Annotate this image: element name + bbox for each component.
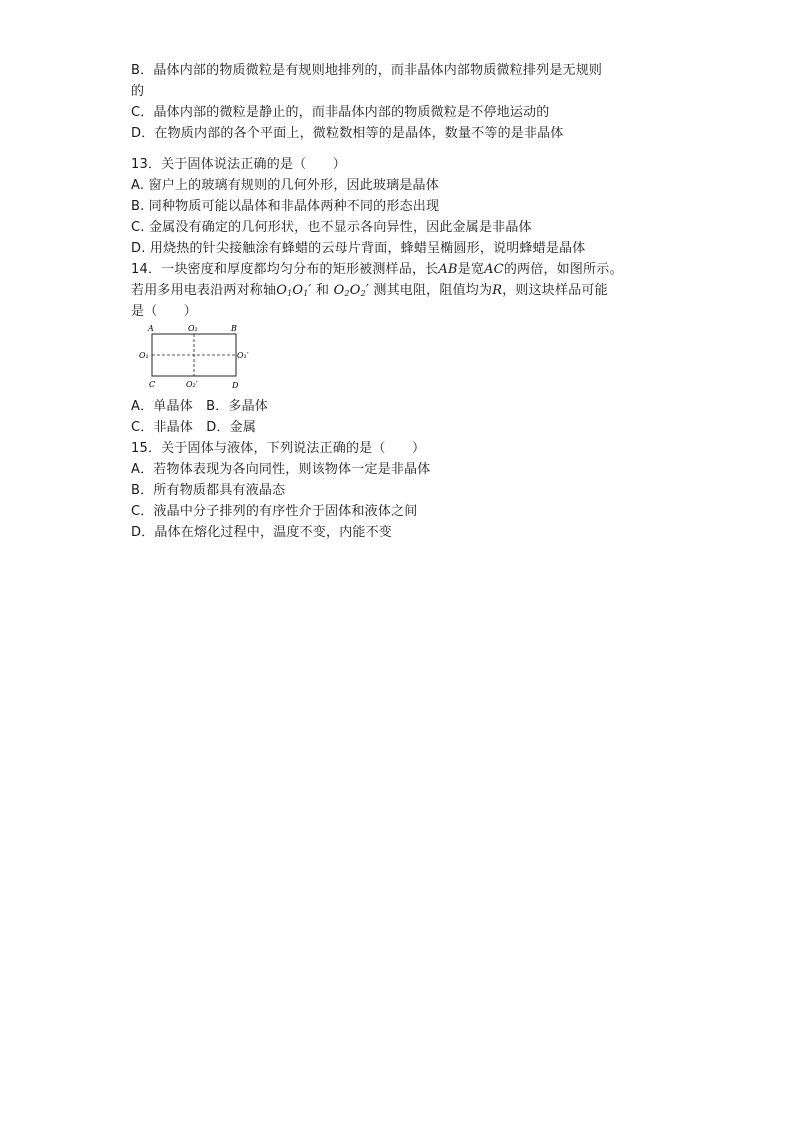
label-o1: O₁ [139,351,149,360]
segment-ab: AB [438,262,458,277]
label-b: B [231,324,237,333]
label-o2: O₂ [188,324,198,333]
q13-option-a: A. 窗户上的玻璃有规则的几何外形，因此玻璃是晶体 [131,178,439,193]
segment-ac: AC [484,262,504,277]
q13-option-b: B. 同种物质可能以晶体和非晶体两种不同的形态出现 [131,199,440,214]
label-c: C [149,380,156,389]
q14-stem-line3: 是（ ） [131,304,198,319]
q14-options-line2: C．非晶体 D．金属 [131,420,257,435]
q12-option-b-line2: 的 [131,84,145,99]
q12-option-c: C．晶体内部的微粒是静止的，而非晶体内部的物质微粒是不停地运动的 [131,105,550,120]
label-o2-prime: O₂′ [186,380,198,389]
spacer [131,144,671,154]
q13-option-c: C. 金属没有确定的几何形状，也不显示各向异性，因此金属是非晶体 [131,220,532,235]
q12-option-d: D．在物质内部的各个平面上，微粒数相等的是晶体，数量不等的是非晶体 [131,126,564,141]
label-a: A [148,324,154,333]
resistance-symbol: R [492,283,503,298]
rectangle-diagram [135,324,255,394]
sample-rectangle-figure [135,324,255,394]
q14-options-line1: A．单晶体 B．多晶体 [131,399,269,414]
axis-o1o1: $O_1O_1$ [276,283,309,298]
q13-option-d: D. 用烧热的针尖接触涂有蜂蜡的云母片背面，蜂蜡呈椭圆形，说明蜂蜡是晶体 [131,241,586,256]
q12-option-b-line1: B．晶体内部的物质微粒是有规则地排列的，而非晶体内部物质微粒排列是无规则 [131,63,603,78]
q15-option-a: A．若物体表现为各向同性，则该物体一定是非晶体 [131,462,431,477]
q15-stem: 15．关于固体与液体，下列说法正确的是（ ） [131,441,426,456]
q15-option-c: C．液晶中分子排列的有序性介于固体和液体之间 [131,504,418,519]
worksheet-page [131,60,671,543]
q14-stem-line1: 14．一块密度和厚度都均匀分布的矩形被测样品，长AB是宽AC的两倍，如图所示。 [131,262,623,277]
q13-stem: 13．关于固体说法正确的是（ ） [131,157,346,172]
label-o1-prime: O₁′ [237,351,249,360]
axis-o2o2: $O_2O_2$ [333,283,366,298]
q15-option-b: B．所有物质都具有液晶态 [131,483,286,498]
q14-stem-line2: 若用多用电表沿两对称轴$O_1O_1'$ 和 $O_2O_2'$ 测其电阻，阻值均为R，则这块样品可能 [131,283,608,298]
label-d: D [232,381,239,390]
q15-option-d: D．晶体在熔化过程中，温度不变，内能不变 [131,525,393,540]
